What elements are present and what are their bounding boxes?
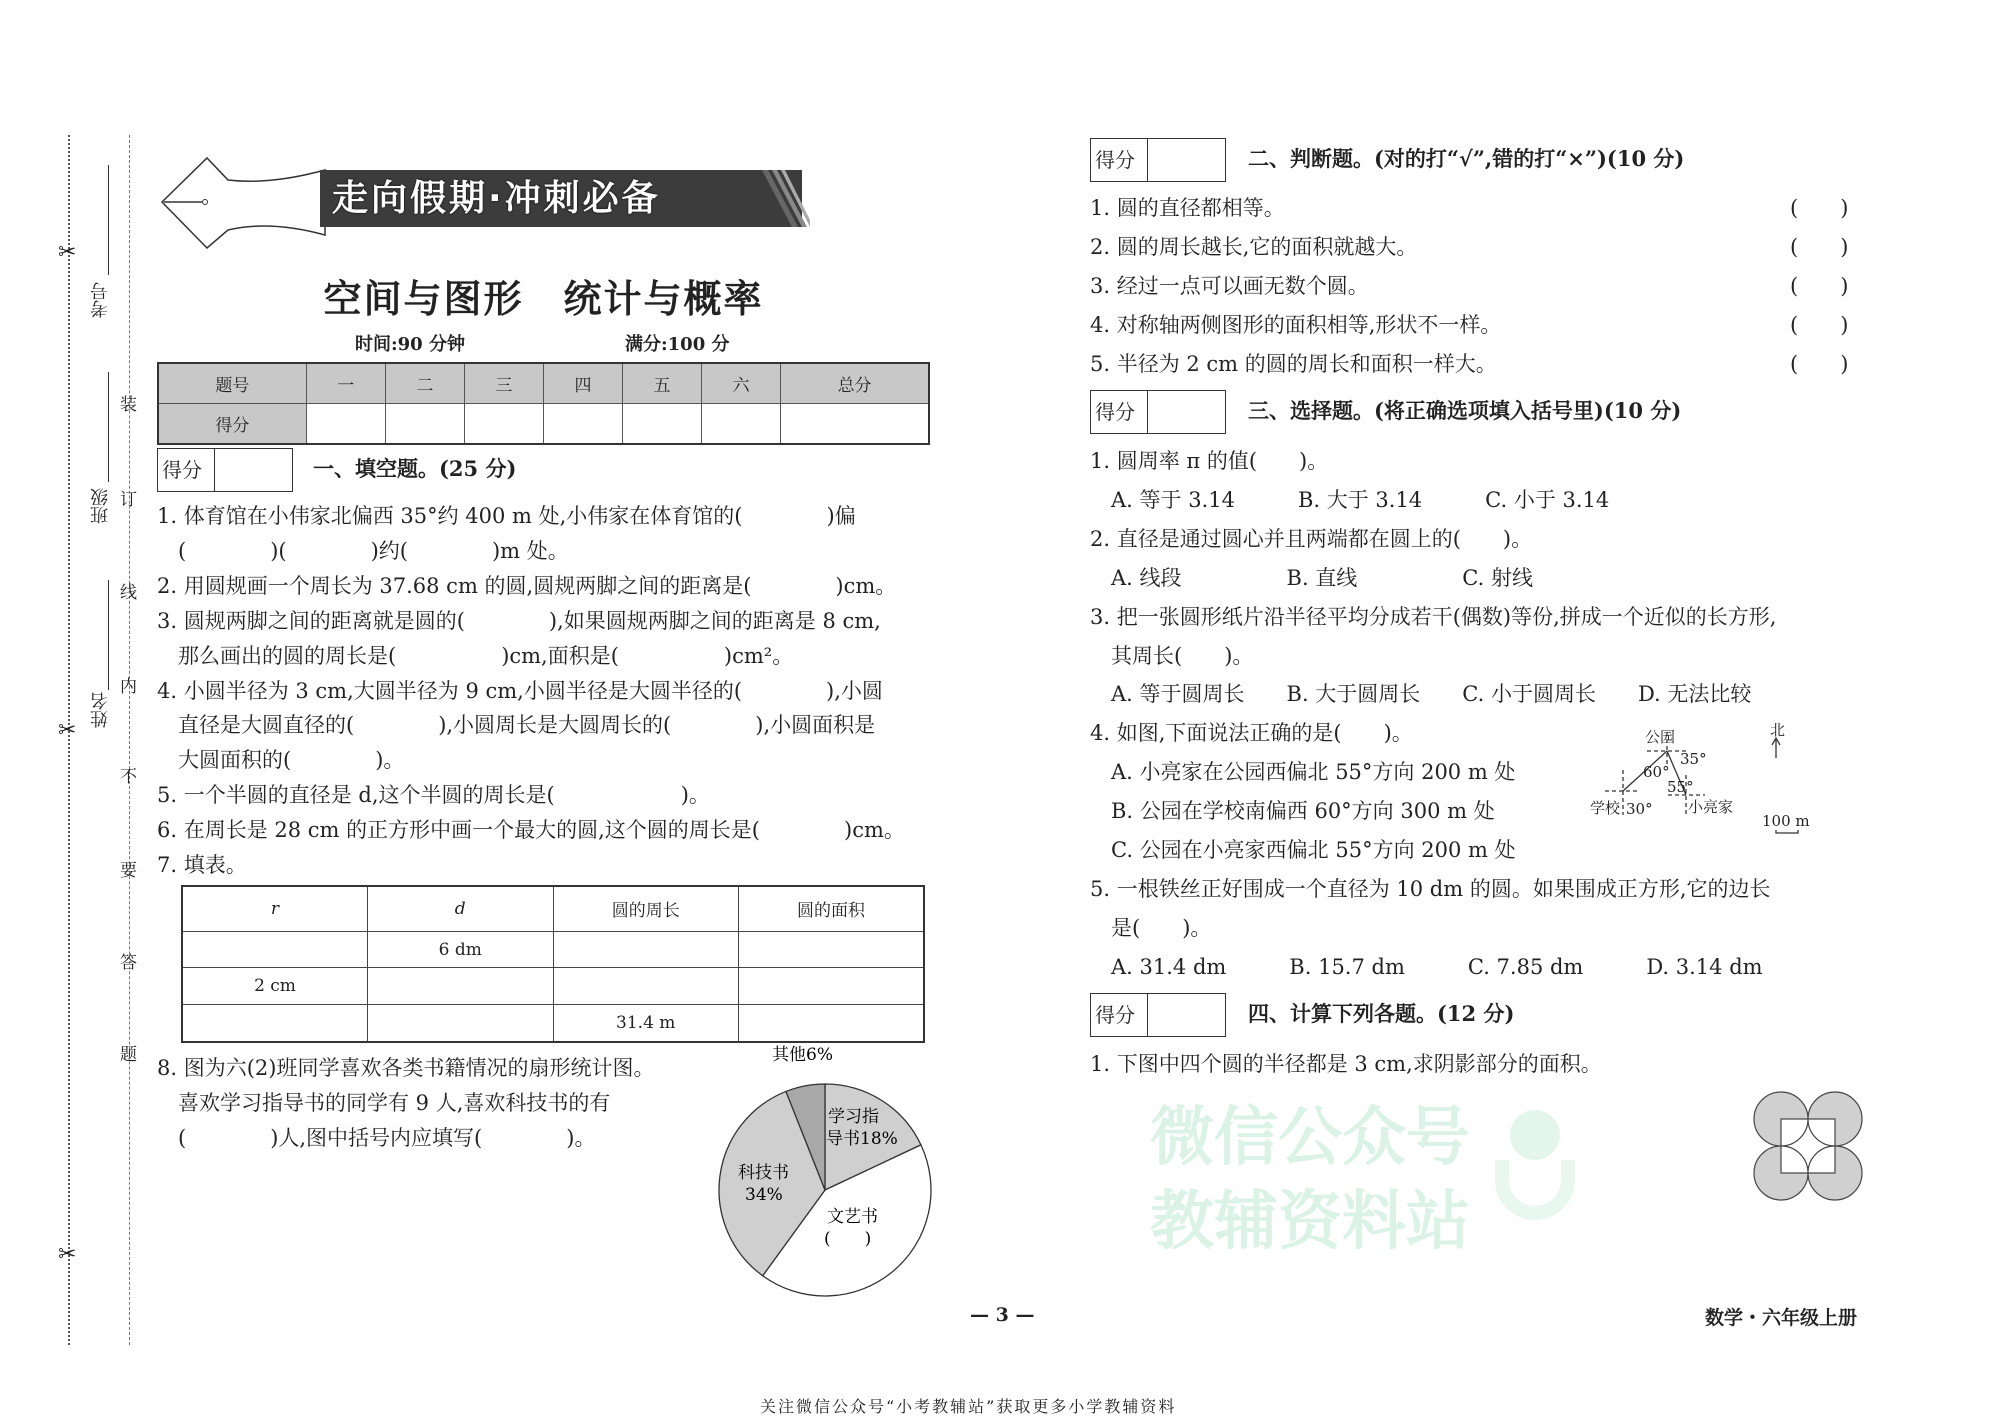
sec1-line: 大圆面积的( )。 [157, 748, 405, 773]
watermark-text-1: 微信公众号 [1150, 1101, 1470, 1175]
pie-label: 34% [745, 1185, 783, 1205]
score-header-cell: 三 [464, 363, 543, 404]
table-cell[interactable] [739, 1005, 925, 1042]
score-cell[interactable] [623, 404, 702, 445]
score-cell[interactable] [702, 404, 781, 445]
choice-line: A. 小亮家在公园西偏北 55°方向 200 m 处 [1090, 760, 1516, 785]
score-table [157, 362, 930, 445]
answer-paren[interactable]: ( ) [1790, 235, 1849, 259]
map-angle-55: 55° [1667, 778, 1694, 796]
table-header-cell: 圆的面积 [739, 886, 925, 931]
choice-line: 5. 一根铁丝正好围成一个直径为 10 dm 的圆。如果围成正方形,它的边长 [1090, 876, 1771, 901]
scissor-icon: ✂ [58, 718, 77, 743]
map-home: 小亮家 [1688, 798, 1734, 816]
sec1-line: 5. 一个半圆的直径是 d,这个半圆的周长是( )。 [157, 783, 710, 808]
section-3-title: 三、选择题。(将正确选项填入括号里)(10 分) [1248, 398, 1682, 423]
q8-line: 8. 图为六(2)班同学喜欢各类书籍情况的扇形统计图。 [157, 1056, 655, 1080]
seal-char: 不 [120, 767, 137, 787]
pen-nib-icon [160, 150, 330, 250]
score-cell[interactable] [543, 404, 622, 445]
table-cell[interactable] [368, 1005, 554, 1042]
seal-char: 线 [120, 583, 137, 603]
judge-item: 5. 半径为 2 cm 的圆的周长和面积一样大。 [1090, 352, 1497, 376]
sec1-line: ( )( )约( )m 处。 [157, 538, 569, 563]
choice-line: 3. 把一张圆形纸片沿半径平均分成若干(偶数)等份,拼成一个近似的长方形, [1090, 604, 1777, 629]
map-north: 北 [1770, 721, 1786, 739]
score-header-cell: 五 [623, 363, 702, 404]
choice-line: 是( )。 [1090, 915, 1212, 940]
class-label: 班级 [90, 488, 111, 524]
seal-line [129, 135, 130, 1345]
watermark-logo-arc [1495, 1160, 1575, 1220]
judge-item: 2. 圆的周长越长,它的面积就越大。 [1090, 235, 1418, 259]
score-box[interactable] [1090, 390, 1226, 434]
scissor-icon: ✂ [58, 1242, 77, 1267]
pie-label: 文艺书 [827, 1207, 878, 1227]
page-title: 空间与图形 统计与概率 [323, 276, 764, 321]
sec1-line: 那么画出的圆的周长是( )cm,面积是( )cm²。 [157, 643, 794, 668]
map-angle-60: 60° [1643, 763, 1670, 781]
score-header-cell: 题号 [158, 363, 306, 404]
sec1-line: 6. 在周长是 28 cm 的正方形中画一个最大的圆,这个圆的周长是( )cm。 [157, 818, 905, 843]
pie-label: 导书18% [826, 1129, 898, 1149]
map-scale: 100 m [1762, 812, 1810, 830]
class-line [108, 372, 109, 482]
seal-char: 答 [120, 953, 137, 973]
pie-label: 学习指 [828, 1107, 879, 1127]
sec1-line: 2. 用圆规画一个周长为 37.68 cm 的圆,圆规两脚之间的距离是( )cm。 [157, 573, 897, 598]
table-row [182, 1005, 924, 1042]
judge-item: 1. 圆的直径都相等。 [1090, 196, 1285, 220]
sec4-question: 1. 下图中四个圆的半径都是 3 cm,求阴影部分的面积。 [1090, 1052, 1602, 1076]
table-cell[interactable] [739, 931, 925, 968]
q8-line: 喜欢学习指导书的同学有 9 人,喜欢科技书的有 [157, 1091, 611, 1115]
choice-line: 4. 如图,下面说法正确的是( )。 [1090, 721, 1413, 746]
score-box[interactable] [1090, 993, 1226, 1037]
sec1-line: 4. 小圆半径为 3 cm,大圆半径为 9 cm,小圆半径是大圆半径的( ),小圆 [157, 678, 883, 703]
score-cell[interactable] [464, 404, 543, 445]
table-header-cell: 圆的周长 [553, 886, 739, 931]
choice-line: 1. 圆周率 π 的值( )。 [1090, 449, 1329, 473]
judge-item: 4. 对称轴两侧图形的面积相等,形状不一样。 [1090, 313, 1502, 337]
score-header-cell: 总分 [781, 363, 929, 404]
table-cell[interactable] [182, 1005, 368, 1042]
table-cell[interactable] [368, 968, 554, 1005]
exam-no-label: 考号 [90, 282, 111, 318]
score-cell[interactable] [781, 404, 929, 445]
table-row [182, 968, 924, 1005]
choice-line: A. 等于 3.14 B. 大于 3.14 C. 小于 3.14 [1090, 487, 1610, 512]
sec1-line: 直径是大圆直径的( ),小圆周长是大圆周长的( ),小圆面积是 [157, 713, 876, 738]
score-box[interactable] [1090, 138, 1226, 182]
table-header-cell: r [182, 886, 368, 931]
score-row-label: 得分 [158, 404, 306, 445]
pie-label: 其他6% [772, 1045, 833, 1065]
map-school: 学校 [1590, 799, 1621, 817]
name-label: 姓名 [90, 692, 111, 728]
section-1-title: 一、填空题。(25 分) [313, 456, 517, 481]
map-angle-35: 35° [1680, 750, 1707, 768]
section-4-title: 四、计算下列各题。(12 分) [1248, 1001, 1515, 1026]
sec1-line: 3. 圆规两脚之间的距离就是圆的( ),如果圆规两脚之间的距离是 8 cm, [157, 608, 881, 633]
pie-label: ( ) [824, 1229, 872, 1249]
score-box-label: 得分 [158, 449, 215, 491]
choice-line: A. 线段 B. 直线 C. 射线 [1090, 565, 1533, 590]
seal-char: 要 [120, 861, 137, 881]
score-box[interactable] [157, 448, 293, 492]
watermark-text-2: 教辅资料站 [1150, 1185, 1470, 1259]
banner: 走向假期·冲刺必备 [320, 170, 802, 227]
choice-line: A. 31.4 dm B. 15.7 dm C. 7.85 dm D. 3.14 dm [1090, 954, 1763, 979]
score-cell[interactable] [385, 404, 464, 445]
footer-note: 关注微信公众号“小考教辅站”获取更多小学教辅资料 [760, 1397, 1177, 1416]
score-box-label: 得分 [1091, 139, 1148, 181]
page-number: — 3 — [970, 1304, 1035, 1326]
choice-line: C. 公园在小亮家西偏北 55°方向 200 m 处 [1090, 838, 1516, 862]
q8-line: ( )人,图中括号内应填写( )。 [157, 1126, 596, 1150]
choice-line: 2. 直径是通过圆心并且两端都在圆上的( )。 [1090, 526, 1533, 551]
table-cell[interactable] [553, 931, 739, 968]
score-header-cell: 六 [702, 363, 781, 404]
answer-paren[interactable]: ( ) [1790, 313, 1849, 337]
banner-stripes [740, 170, 810, 227]
table-row [182, 931, 924, 968]
scissor-icon: ✂ [58, 240, 77, 265]
map-angle-30: 30° [1626, 800, 1653, 818]
table-cell[interactable] [739, 968, 925, 1005]
score-box-label: 得分 [1091, 994, 1148, 1036]
table-cell: 6 dm [368, 931, 554, 968]
full-score: 满分:100 分 [625, 334, 730, 355]
pie-chart [700, 1040, 950, 1300]
judge-item: 3. 经过一点可以画无数个圆。 [1090, 274, 1369, 298]
score-cell[interactable] [306, 404, 385, 445]
answer-paren[interactable]: ( ) [1790, 196, 1849, 220]
book-title: 数学・六年级上册 [1705, 1307, 1858, 1329]
score-header-cell: 一 [306, 363, 385, 404]
name-line [108, 580, 109, 690]
score-header-cell: 二 [385, 363, 464, 404]
seal-char: 订 [120, 490, 137, 510]
exam-no-line [108, 165, 109, 275]
choice-line: B. 公园在学校南偏西 60°方向 300 m 处 [1090, 799, 1495, 824]
sec1-line: 1. 体育馆在小伟家北偏西 35°约 400 m 处,小伟家在体育馆的( )偏 [157, 504, 856, 528]
table-cell: 2 cm [182, 968, 368, 1005]
seal-char: 装 [120, 395, 137, 415]
watermark-logo [1510, 1110, 1560, 1160]
map-park: 公园 [1645, 728, 1676, 746]
score-header-cell: 四 [543, 363, 622, 404]
choice-line: 其周长( )。 [1090, 643, 1254, 668]
seal-char: 内 [120, 677, 137, 697]
answer-paren[interactable]: ( ) [1790, 274, 1849, 298]
table-cell: 31.4 m [553, 1005, 739, 1042]
section-2-title: 二、判断题。(对的打“√”,错的打“×”)(10 分) [1248, 146, 1685, 171]
table-cell[interactable] [182, 931, 368, 968]
sec1-line: 7. 填表。 [157, 853, 247, 877]
choice-line: A. 等于圆周长 B. 大于圆周长 C. 小于圆周长 D. 无法比较 [1090, 682, 1752, 707]
direction-map-figure [1540, 720, 1840, 845]
table-header-row [182, 886, 924, 931]
seal-char: 题 [120, 1045, 137, 1065]
pie-label: 科技书 [738, 1163, 789, 1183]
answer-paren[interactable]: ( ) [1790, 352, 1849, 376]
fill-table [181, 885, 925, 1043]
score-box-label: 得分 [1091, 391, 1148, 433]
table-cell[interactable] [553, 968, 739, 1005]
four-circles-figure [1750, 1088, 1868, 1206]
table-header-cell: d [368, 886, 554, 931]
exam-time: 时间:90 分钟 [355, 334, 465, 355]
